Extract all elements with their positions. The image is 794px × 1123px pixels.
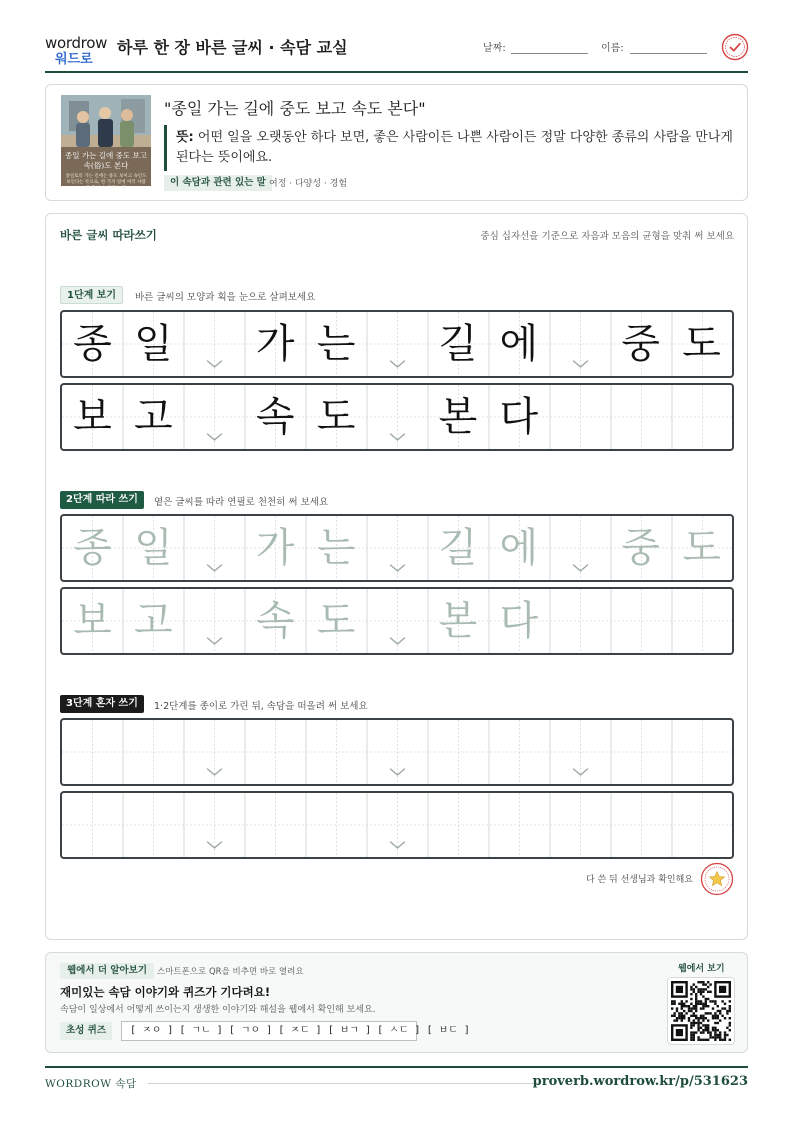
practice-cell bbox=[671, 589, 732, 653]
illustration-subcaption: 종일토록 가는 길에는 중도 보이고 속인도 보인다는 뜻으로, 한 가지 일에 여러 사람을 만날 수 있다는 말 bbox=[65, 174, 147, 191]
step1-desc: 바른 글씨의 모양과 획을 눈으로 살펴보세요 bbox=[135, 292, 316, 303]
practice-cell bbox=[367, 589, 428, 653]
qr-code[interactable] bbox=[667, 977, 735, 1045]
practice-cell: 에 bbox=[499, 320, 539, 367]
practice-cell bbox=[367, 385, 428, 449]
footer-url[interactable]: proverb.wordrow.kr/p/531623 bbox=[532, 1074, 748, 1089]
qr-label: 웹에서 보기 bbox=[678, 964, 725, 974]
illustration-scene-icon bbox=[61, 95, 151, 186]
name-label: 이름: bbox=[601, 43, 624, 54]
well-done-stamp-icon bbox=[700, 862, 734, 896]
web-more-desc: 스마트폰으로 QR을 비추면 바로 열려요 bbox=[157, 967, 304, 977]
practice-title: 바른 글씨 따라쓰기 bbox=[60, 228, 157, 242]
related-words-tag: 이 속담과 관련 있는 말 bbox=[164, 175, 272, 191]
practice-cell: 도 bbox=[316, 393, 356, 440]
step2-row-2[interactable] bbox=[60, 587, 734, 655]
web-more-section bbox=[45, 952, 748, 1053]
practice-cell: 도 bbox=[316, 597, 356, 644]
practice-cell: 종 bbox=[73, 320, 112, 367]
practice-cell bbox=[549, 516, 610, 580]
logo-text-korean: 워드로 bbox=[55, 52, 93, 67]
grid-guides bbox=[62, 793, 733, 857]
practice-cell: 다 bbox=[499, 597, 539, 644]
step2-badge: 2단계 따라 쓰기 bbox=[60, 491, 144, 509]
step1-badge: 1단계 보기 bbox=[60, 286, 123, 304]
practice-hint: 중심 십자선을 기준으로 자음과 모음의 균형을 맞춰 써 보세요 bbox=[480, 231, 734, 242]
footer-rule bbox=[148, 1083, 538, 1084]
practice-cell bbox=[610, 589, 671, 653]
practice-cell bbox=[610, 385, 671, 449]
practice-cell: 고 bbox=[134, 393, 173, 440]
page-title: 하루 한 장 바른 글씨 · 속담 교실 bbox=[117, 38, 348, 57]
proverb-illustration bbox=[61, 95, 151, 191]
practice-cell bbox=[367, 516, 428, 580]
footer-divider bbox=[45, 1066, 748, 1068]
practice-cell: 가 bbox=[255, 524, 295, 571]
grid-guides bbox=[62, 720, 733, 784]
web-more-badge: 웹에서 더 알아보기 bbox=[60, 963, 154, 979]
meaning-text: 어떤 일을 오랫동안 하다 보면, 좋은 사람이든 나쁜 사람이든 정말 다양한 종류의 사람을 만나게 된다는 뜻이에요. bbox=[176, 130, 733, 165]
practice-cell: 본 bbox=[438, 393, 478, 440]
practice-cell: 보 bbox=[73, 597, 112, 644]
step3-badge: 3단계 혼자 쓰기 bbox=[60, 695, 144, 713]
initial-sound-quiz-label: 초성 퀴즈 bbox=[60, 1022, 112, 1040]
qr-code-icon bbox=[668, 978, 734, 1044]
practice-cell bbox=[549, 589, 610, 653]
practice-cell bbox=[184, 312, 245, 376]
practice-cell bbox=[184, 589, 245, 653]
confirm-seal-icon bbox=[721, 33, 749, 61]
handwriting-practice-panel bbox=[45, 213, 748, 940]
practice-cell: 보 bbox=[73, 393, 112, 440]
practice-cell: 도 bbox=[682, 320, 721, 367]
practice-cell bbox=[367, 312, 428, 376]
practice-cell: 속 bbox=[255, 597, 295, 644]
step1-row-2 bbox=[60, 383, 734, 451]
practice-cell: 일 bbox=[134, 524, 173, 571]
step2-desc: 옅은 글씨를 따라 연필로 천천히 써 보세요 bbox=[154, 497, 329, 508]
related-words: 여정 · 다양성 · 경험 bbox=[269, 179, 348, 189]
teacher-check-note: 다 쓴 뒤 선생님과 확인해요 bbox=[585, 875, 693, 885]
practice-cell: 도 bbox=[682, 524, 721, 571]
proverb-card bbox=[45, 84, 748, 201]
illustration-caption: 종일 가는 길에 중도 보고 속(俗)도 본다 bbox=[65, 151, 147, 170]
practice-cell: 일 bbox=[134, 320, 173, 367]
date-field[interactable] bbox=[511, 53, 588, 54]
practice-cell: 중 bbox=[621, 524, 660, 571]
practice-cell: 길 bbox=[438, 524, 478, 571]
practice-cell: 는 bbox=[316, 320, 356, 367]
practice-cell: 고 bbox=[134, 597, 173, 644]
date-label: 날짜: bbox=[483, 43, 506, 54]
wordrow-logo bbox=[45, 34, 108, 67]
step3-row-1[interactable] bbox=[60, 718, 734, 786]
practice-cell bbox=[549, 385, 610, 449]
practice-cell bbox=[671, 385, 732, 449]
practice-cell: 속 bbox=[255, 393, 295, 440]
practice-cell: 에 bbox=[499, 524, 539, 571]
meaning-accent-bar bbox=[164, 125, 167, 171]
practice-cell: 는 bbox=[316, 524, 356, 571]
initial-sound-quiz-box: [ ㅈㅇ ] [ ㄱㄴ ] [ ㄱㅇ ] [ ㅈㄷ ] [ ㅂㄱ ] [ ㅅㄷ ] [ ㅂㄷ ] bbox=[121, 1021, 417, 1041]
web-description: 속담이 일상에서 어떻게 쓰이는지 생생한 이야기와 해설을 웹에서 확인해 보세요. bbox=[60, 1005, 376, 1015]
practice-cell bbox=[184, 385, 245, 449]
proverb-meaning bbox=[176, 128, 736, 168]
practice-cell: 가 bbox=[255, 320, 295, 367]
practice-cell: 길 bbox=[438, 320, 478, 367]
logo-text-latin: wordrow bbox=[45, 34, 108, 52]
web-headline: 재미있는 속담 이야기와 퀴즈가 기다려요! bbox=[60, 985, 271, 999]
step3-row-2[interactable] bbox=[60, 791, 734, 859]
footer-brand: WORDROW 속담 bbox=[45, 1078, 137, 1090]
meaning-label: 뜻: bbox=[176, 130, 194, 145]
worksheet-header bbox=[45, 28, 748, 73]
practice-cell: 종 bbox=[73, 524, 112, 571]
practice-cell: 본 bbox=[438, 597, 478, 644]
step2-row-1[interactable] bbox=[60, 514, 734, 582]
proverb-quote: "종일 가는 길에 중도 보고 속도 본다" bbox=[164, 99, 426, 118]
practice-cell: 중 bbox=[621, 320, 660, 367]
step1-row-1 bbox=[60, 310, 734, 378]
step3-desc: 1·2단계를 종이로 가린 뒤, 속담을 떠올려 써 보세요 bbox=[154, 701, 368, 712]
practice-cell bbox=[549, 312, 610, 376]
name-field[interactable] bbox=[630, 53, 707, 54]
practice-cell bbox=[184, 516, 245, 580]
practice-cell: 다 bbox=[499, 393, 539, 440]
